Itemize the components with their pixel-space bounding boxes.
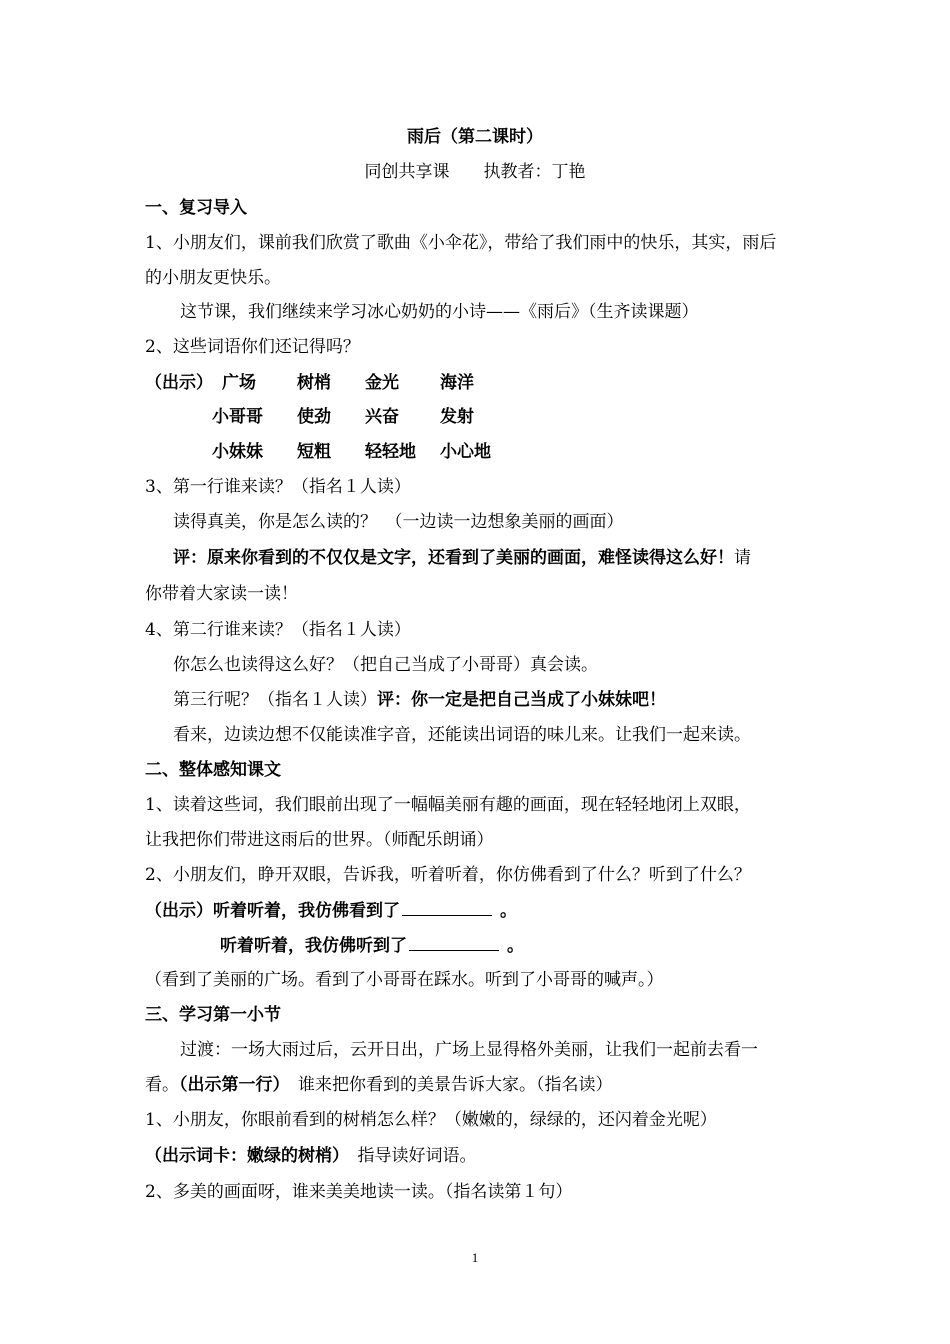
blank-line: [409, 934, 499, 951]
word-card: 金光: [365, 373, 399, 393]
fill-blank-lead: （出示）听着听着，我仿佛看到了: [145, 901, 400, 921]
section-heading-1: 一、复习导入: [145, 198, 247, 218]
paragraph: [145, 1144, 810, 1168]
document-title: 雨后（第二课时）: [407, 127, 543, 147]
word-card: 小妹妹: [212, 442, 263, 462]
paragraph: 让我把你们带进这雨后的世界。（师配乐朗诵）: [145, 830, 494, 850]
fill-blank-period: 。: [507, 936, 524, 956]
paragraph-tail: 谁来把你看到的美景告诉大家。（指名读）: [281, 1075, 613, 1095]
show-label: （出示）: [145, 373, 213, 393]
blank-line: [402, 899, 492, 916]
paragraph: 读得真美，你是怎么读的？ （一边读一边想象美丽的画面）: [173, 512, 624, 532]
paragraph: 你带着大家读一读！: [145, 584, 298, 604]
word-card: 发射: [440, 407, 474, 427]
paragraph: 的小朋友更快乐。: [145, 268, 281, 288]
document-subtitle: 同创共享课 执教者：丁艳: [364, 162, 586, 182]
section-heading-3: 三、学习第一小节: [145, 1005, 281, 1025]
paragraph: 1、读着这些词，我们眼前出现了一幅幅美丽有趣的画面，现在轻轻地闭上双眼，: [145, 795, 751, 815]
show-label: （出示第一行）: [179, 1075, 281, 1095]
comment-text: 评：原来你看到的不仅仅是文字，还看到了美丽的画面，难怪读得这么好！: [173, 548, 734, 568]
word-card: 树梢: [297, 373, 331, 393]
paragraph: 2、这些词语你们还记得吗？: [145, 337, 360, 357]
paragraph: 看来，边读边想不仅能读准字音，还能读出词语的味儿来。让我们一起来读。: [173, 725, 751, 745]
page-number: 1: [471, 1250, 479, 1265]
word-card: 海洋: [440, 373, 474, 393]
fill-blank-sentence: [220, 934, 810, 958]
paragraph: 4、第二行谁来读？（指名１人读）: [145, 620, 411, 640]
word-card: 使劲: [297, 407, 331, 427]
fill-blank-period: 。: [500, 901, 517, 921]
paragraph-lead: 看。: [145, 1075, 179, 1095]
paragraph: 过渡：一场大雨过后，云开日出，广场上显得格外美丽，让我们一起前去看一: [180, 1040, 758, 1060]
show-label: （出示词卡：嫩绿的树梢）: [145, 1146, 341, 1166]
paragraph: [173, 688, 810, 712]
paragraph-lead: 第三行呢？（指名１人读）: [173, 690, 377, 710]
word-card: 轻轻地: [365, 442, 416, 462]
paragraph: 2、多美的画面呀，谁来美美地读一读。（指名读第１句）: [145, 1182, 573, 1202]
word-card: 广场: [222, 373, 256, 393]
fill-blank-lead: 听着听着，我仿佛听到了: [220, 936, 407, 956]
section-heading-2: 二、整体感知课文: [145, 760, 281, 780]
fill-blank-sentence: [145, 899, 810, 923]
word-card: 兴奋: [365, 407, 399, 427]
comment-text: 评：你一定是把自己当成了小妹妹吧！: [377, 690, 666, 710]
paragraph: 你怎么也读得这么好？（把自己当成了小哥哥）真会读。: [173, 655, 598, 675]
word-card: 短粗: [297, 442, 331, 462]
paragraph: 2、小朋友们，睁开双眼，告诉我，听着听着，你仿佛看到了什么？听到了什么？: [145, 865, 751, 885]
paragraph: [173, 546, 810, 570]
paragraph: 这节课，我们继续来学习冰心奶奶的小诗——《雨后》（生齐读课题）: [180, 302, 699, 322]
paragraph: 3、第一行谁来读？（指名１人读）: [145, 477, 411, 497]
paragraph-tail: 请: [734, 548, 751, 568]
paragraph: 1、小朋友们，课前我们欣赏了歌曲《小伞花》，带给了我们雨中的快乐，其实，雨后: [145, 233, 777, 253]
paragraph-tail: 指导读好词语。: [340, 1146, 477, 1166]
paragraph: 1、小朋友，你眼前看到的树梢怎么样？（嫩嫩的，绿绿的，还闪着金光呢）: [145, 1110, 717, 1130]
paragraph: [145, 1073, 810, 1097]
paragraph: （看到了美丽的广场。看到了小哥哥在踩水。听到了小哥哥的喊声。）: [145, 970, 664, 990]
word-card: 小哥哥: [212, 407, 263, 427]
word-card: 小心地: [440, 442, 491, 462]
